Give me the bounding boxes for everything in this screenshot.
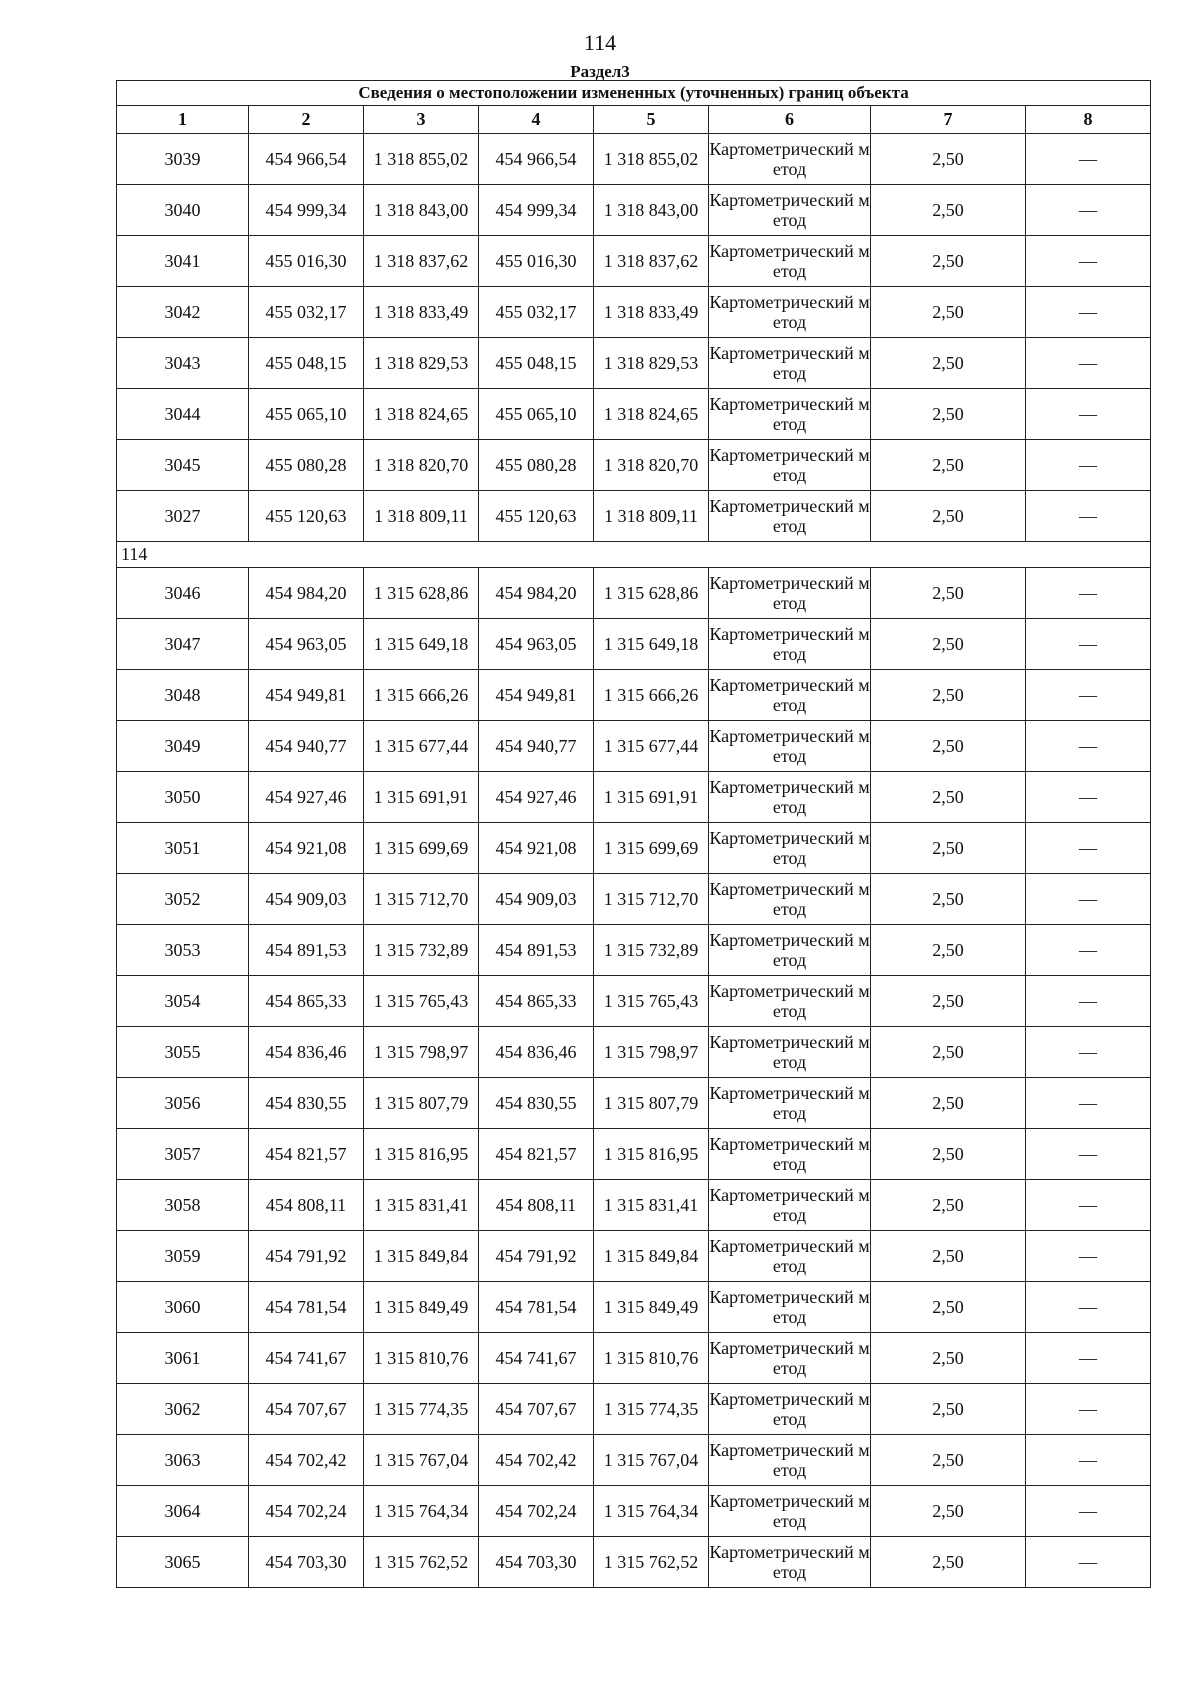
cell-y-old: 1 318 843,00 <box>364 185 479 236</box>
cell-x-new: 454 808,11 <box>479 1180 594 1231</box>
table-row <box>117 1435 1151 1486</box>
cell-x-new: 454 865,33 <box>479 976 594 1027</box>
cell-y-old: 1 315 762,52 <box>364 1537 479 1588</box>
cell-point-number: 3045 <box>117 440 249 491</box>
cell-method: Картометрический метод <box>709 185 871 236</box>
cell-x-old: 454 703,30 <box>249 1537 364 1588</box>
cell-y-new: 1 315 765,43 <box>594 976 709 1027</box>
cell-y-new: 1 315 831,41 <box>594 1180 709 1231</box>
cell-method: Картометрический метод <box>709 1078 871 1129</box>
cell-x-new: 454 830,55 <box>479 1078 594 1129</box>
cell-method: Картометрический метод <box>709 389 871 440</box>
cell-point-number: 3058 <box>117 1180 249 1231</box>
cell-x-new: 455 048,15 <box>479 338 594 389</box>
table-row <box>117 1282 1151 1333</box>
column-number: 1 <box>117 106 249 134</box>
cell-y-new: 1 315 712,70 <box>594 874 709 925</box>
table-row <box>117 491 1151 542</box>
cell-x-new: 454 703,30 <box>479 1537 594 1588</box>
cell-x-new: 454 836,46 <box>479 1027 594 1078</box>
table-row <box>117 619 1151 670</box>
cell-x-old: 455 065,10 <box>249 389 364 440</box>
table-row <box>117 338 1151 389</box>
cell-point-number: 3027 <box>117 491 249 542</box>
cell-accuracy: 2,50 <box>871 925 1026 976</box>
table-row <box>117 134 1151 185</box>
cell-method: Картометрический метод <box>709 440 871 491</box>
cell-y-new: 1 315 764,34 <box>594 1486 709 1537</box>
cell-x-old: 454 707,67 <box>249 1384 364 1435</box>
cell-method: Картометрический метод <box>709 1027 871 1078</box>
table-row <box>117 925 1151 976</box>
cell-y-new: 1 318 809,11 <box>594 491 709 542</box>
cell-method: Картометрический метод <box>709 619 871 670</box>
cell-accuracy: 2,50 <box>871 440 1026 491</box>
cell-point-number: 3039 <box>117 134 249 185</box>
cell-description: — <box>1026 1333 1151 1384</box>
cell-method: Картометрический метод <box>709 1435 871 1486</box>
column-number: 4 <box>479 106 594 134</box>
table-row <box>117 670 1151 721</box>
cell-point-number: 3051 <box>117 823 249 874</box>
cell-accuracy: 2,50 <box>871 976 1026 1027</box>
cell-accuracy: 2,50 <box>871 1384 1026 1435</box>
cell-accuracy: 2,50 <box>871 619 1026 670</box>
cell-point-number: 3060 <box>117 1282 249 1333</box>
cell-x-old: 454 940,77 <box>249 721 364 772</box>
cell-method: Картометрический метод <box>709 1180 871 1231</box>
cell-y-old: 1 318 837,62 <box>364 236 479 287</box>
cell-x-new: 454 781,54 <box>479 1282 594 1333</box>
cell-accuracy: 2,50 <box>871 185 1026 236</box>
cell-x-old: 454 836,46 <box>249 1027 364 1078</box>
cell-accuracy: 2,50 <box>871 287 1026 338</box>
cell-description: — <box>1026 440 1151 491</box>
cell-y-new: 1 318 829,53 <box>594 338 709 389</box>
coordinates-table <box>116 80 1151 1588</box>
cell-method: Картометрический метод <box>709 236 871 287</box>
cell-accuracy: 2,50 <box>871 1333 1026 1384</box>
table-body <box>117 134 1151 1588</box>
cell-x-old: 454 702,42 <box>249 1435 364 1486</box>
cell-x-old: 455 080,28 <box>249 440 364 491</box>
section-title: Раздел3 <box>570 62 630 81</box>
cell-method: Картометрический метод <box>709 1537 871 1588</box>
cell-y-old: 1 315 691,91 <box>364 772 479 823</box>
cell-accuracy: 2,50 <box>871 1537 1026 1588</box>
cell-y-new: 1 315 849,84 <box>594 1231 709 1282</box>
cell-description: — <box>1026 925 1151 976</box>
cell-y-old: 1 315 807,79 <box>364 1078 479 1129</box>
cell-y-new: 1 318 843,00 <box>594 185 709 236</box>
table-row <box>117 1231 1151 1282</box>
cell-description: — <box>1026 389 1151 440</box>
table-row <box>117 440 1151 491</box>
cell-method: Картометрический метод <box>709 874 871 925</box>
cell-y-old: 1 318 833,49 <box>364 287 479 338</box>
table-row <box>117 874 1151 925</box>
cell-accuracy: 2,50 <box>871 1078 1026 1129</box>
cell-y-old: 1 315 712,70 <box>364 874 479 925</box>
cell-point-number: 3064 <box>117 1486 249 1537</box>
cell-x-old: 454 808,11 <box>249 1180 364 1231</box>
cell-y-new: 1 315 732,89 <box>594 925 709 976</box>
cell-x-new: 455 032,17 <box>479 287 594 338</box>
cell-point-number: 3057 <box>117 1129 249 1180</box>
cell-accuracy: 2,50 <box>871 1027 1026 1078</box>
cell-x-old: 454 999,34 <box>249 185 364 236</box>
cell-x-old: 454 865,33 <box>249 976 364 1027</box>
cell-accuracy: 2,50 <box>871 772 1026 823</box>
cell-y-old: 1 318 855,02 <box>364 134 479 185</box>
cell-y-new: 1 315 649,18 <box>594 619 709 670</box>
cell-y-old: 1 315 774,35 <box>364 1384 479 1435</box>
cell-x-old: 454 702,24 <box>249 1486 364 1537</box>
cell-point-number: 3063 <box>117 1435 249 1486</box>
cell-point-number: 3061 <box>117 1333 249 1384</box>
cell-x-old: 454 927,46 <box>249 772 364 823</box>
cell-x-new: 454 963,05 <box>479 619 594 670</box>
cell-x-new: 454 999,34 <box>479 185 594 236</box>
cell-method: Картометрический метод <box>709 134 871 185</box>
column-number: 7 <box>871 106 1026 134</box>
cell-description: — <box>1026 1282 1151 1333</box>
cell-description: — <box>1026 1537 1151 1588</box>
cell-accuracy: 2,50 <box>871 1129 1026 1180</box>
table-row <box>117 1027 1151 1078</box>
cell-x-old: 454 984,20 <box>249 568 364 619</box>
cell-y-old: 1 315 849,84 <box>364 1231 479 1282</box>
cell-x-new: 454 821,57 <box>479 1129 594 1180</box>
cell-method: Картометрический метод <box>709 772 871 823</box>
column-number-row <box>117 106 1151 134</box>
cell-method: Картометрический метод <box>709 1231 871 1282</box>
cell-description: — <box>1026 1129 1151 1180</box>
table-row <box>117 1078 1151 1129</box>
cell-point-number: 3062 <box>117 1384 249 1435</box>
cell-x-new: 454 702,24 <box>479 1486 594 1537</box>
cell-y-new: 1 318 824,65 <box>594 389 709 440</box>
cell-x-old: 454 966,54 <box>249 134 364 185</box>
cell-x-old: 454 963,05 <box>249 619 364 670</box>
cell-x-new: 454 741,67 <box>479 1333 594 1384</box>
cell-point-number: 3040 <box>117 185 249 236</box>
cell-y-old: 1 315 628,86 <box>364 568 479 619</box>
cell-y-old: 1 318 820,70 <box>364 440 479 491</box>
cell-x-old: 454 821,57 <box>249 1129 364 1180</box>
table-row <box>117 389 1151 440</box>
cell-y-old: 1 315 849,49 <box>364 1282 479 1333</box>
cell-x-new: 455 016,30 <box>479 236 594 287</box>
table-row <box>117 1384 1151 1435</box>
cell-description: — <box>1026 670 1151 721</box>
cell-point-number: 3050 <box>117 772 249 823</box>
cell-description: — <box>1026 338 1151 389</box>
cell-y-new: 1 315 849,49 <box>594 1282 709 1333</box>
cell-y-new: 1 315 677,44 <box>594 721 709 772</box>
table-row <box>117 1333 1151 1384</box>
column-number: 2 <box>249 106 364 134</box>
cell-x-old: 454 909,03 <box>249 874 364 925</box>
cell-description: — <box>1026 1486 1151 1537</box>
column-number: 8 <box>1026 106 1151 134</box>
cell-y-new: 1 318 820,70 <box>594 440 709 491</box>
cell-point-number: 3055 <box>117 1027 249 1078</box>
cell-point-number: 3047 <box>117 619 249 670</box>
cell-x-old: 455 032,17 <box>249 287 364 338</box>
cell-method: Картометрический метод <box>709 287 871 338</box>
cell-y-new: 1 315 798,97 <box>594 1027 709 1078</box>
table-row <box>117 1129 1151 1180</box>
cell-point-number: 3054 <box>117 976 249 1027</box>
cell-y-old: 1 318 809,11 <box>364 491 479 542</box>
cell-x-new: 455 080,28 <box>479 440 594 491</box>
cell-y-old: 1 315 666,26 <box>364 670 479 721</box>
cell-y-new: 1 315 767,04 <box>594 1435 709 1486</box>
cell-accuracy: 2,50 <box>871 823 1026 874</box>
cell-method: Картометрический метод <box>709 1384 871 1435</box>
cell-y-new: 1 315 691,91 <box>594 772 709 823</box>
table-caption-row <box>117 81 1151 106</box>
cell-accuracy: 2,50 <box>871 670 1026 721</box>
cell-accuracy: 2,50 <box>871 236 1026 287</box>
cell-description: — <box>1026 1231 1151 1282</box>
cell-x-new: 454 891,53 <box>479 925 594 976</box>
cell-y-new: 1 318 833,49 <box>594 287 709 338</box>
cell-y-old: 1 315 765,43 <box>364 976 479 1027</box>
cell-x-old: 455 048,15 <box>249 338 364 389</box>
cell-x-old: 454 891,53 <box>249 925 364 976</box>
cell-description: — <box>1026 568 1151 619</box>
cell-x-new: 454 966,54 <box>479 134 594 185</box>
cell-y-new: 1 315 762,52 <box>594 1537 709 1588</box>
cell-y-old: 1 315 764,34 <box>364 1486 479 1537</box>
table-row <box>117 976 1151 1027</box>
cell-description: — <box>1026 236 1151 287</box>
table-row <box>117 236 1151 287</box>
cell-y-new: 1 315 816,95 <box>594 1129 709 1180</box>
cell-description: — <box>1026 185 1151 236</box>
table-row <box>117 1486 1151 1537</box>
cell-y-old: 1 315 677,44 <box>364 721 479 772</box>
cell-accuracy: 2,50 <box>871 491 1026 542</box>
cell-method: Картометрический метод <box>709 976 871 1027</box>
cell-description: — <box>1026 976 1151 1027</box>
cell-point-number: 3049 <box>117 721 249 772</box>
table-row <box>117 287 1151 338</box>
cell-point-number: 3046 <box>117 568 249 619</box>
cell-y-old: 1 318 824,65 <box>364 389 479 440</box>
cell-x-new: 454 927,46 <box>479 772 594 823</box>
cell-accuracy: 2,50 <box>871 134 1026 185</box>
cell-y-new: 1 315 810,76 <box>594 1333 709 1384</box>
cell-point-number: 3065 <box>117 1537 249 1588</box>
cell-x-new: 454 702,42 <box>479 1435 594 1486</box>
cell-x-new: 454 984,20 <box>479 568 594 619</box>
cell-y-new: 1 318 855,02 <box>594 134 709 185</box>
table-row <box>117 1537 1151 1588</box>
cell-y-old: 1 315 816,95 <box>364 1129 479 1180</box>
cell-method: Картометрический метод <box>709 925 871 976</box>
cell-description: — <box>1026 874 1151 925</box>
cell-x-new: 454 707,67 <box>479 1384 594 1435</box>
cell-description: — <box>1026 491 1151 542</box>
cell-y-old: 1 315 798,97 <box>364 1027 479 1078</box>
cell-point-number: 3044 <box>117 389 249 440</box>
cell-method: Картометрический метод <box>709 823 871 874</box>
cell-point-number: 3042 <box>117 287 249 338</box>
cell-point-number: 3043 <box>117 338 249 389</box>
cell-method: Картометрический метод <box>709 670 871 721</box>
column-number: 5 <box>594 106 709 134</box>
cell-accuracy: 2,50 <box>871 338 1026 389</box>
cell-y-new: 1 315 628,86 <box>594 568 709 619</box>
cell-accuracy: 2,50 <box>871 568 1026 619</box>
cell-y-new: 1 315 666,26 <box>594 670 709 721</box>
cell-x-new: 454 909,03 <box>479 874 594 925</box>
cell-accuracy: 2,50 <box>871 1231 1026 1282</box>
cell-accuracy: 2,50 <box>871 1282 1026 1333</box>
cell-method: Картометрический метод <box>709 568 871 619</box>
cell-accuracy: 2,50 <box>871 1486 1026 1537</box>
page-number: 114 <box>583 30 617 55</box>
cell-y-new: 1 315 807,79 <box>594 1078 709 1129</box>
cell-x-new: 454 940,77 <box>479 721 594 772</box>
group-label-row <box>117 542 1151 568</box>
table-row <box>117 185 1151 236</box>
column-number: 6 <box>709 106 871 134</box>
cell-x-old: 455 120,63 <box>249 491 364 542</box>
cell-accuracy: 2,50 <box>871 721 1026 772</box>
group-label: 114 <box>117 542 1151 568</box>
cell-method: Картометрический метод <box>709 1129 871 1180</box>
cell-method: Картометрический метод <box>709 1333 871 1384</box>
cell-y-old: 1 315 649,18 <box>364 619 479 670</box>
cell-description: — <box>1026 1078 1151 1129</box>
cell-y-old: 1 315 767,04 <box>364 1435 479 1486</box>
cell-description: — <box>1026 721 1151 772</box>
cell-x-old: 454 781,54 <box>249 1282 364 1333</box>
cell-point-number: 3048 <box>117 670 249 721</box>
cell-y-old: 1 318 829,53 <box>364 338 479 389</box>
cell-description: — <box>1026 287 1151 338</box>
cell-x-old: 454 949,81 <box>249 670 364 721</box>
cell-point-number: 3059 <box>117 1231 249 1282</box>
cell-x-new: 454 921,08 <box>479 823 594 874</box>
cell-y-old: 1 315 732,89 <box>364 925 479 976</box>
cell-point-number: 3041 <box>117 236 249 287</box>
cell-x-new: 454 949,81 <box>479 670 594 721</box>
cell-y-new: 1 315 699,69 <box>594 823 709 874</box>
cell-x-old: 454 791,92 <box>249 1231 364 1282</box>
cell-method: Картометрический метод <box>709 491 871 542</box>
cell-accuracy: 2,50 <box>871 1435 1026 1486</box>
table-caption: Сведения о местоположении измененных (уточненных) границ объекта <box>117 81 1151 106</box>
column-number: 3 <box>364 106 479 134</box>
table-row <box>117 1180 1151 1231</box>
table-row <box>117 823 1151 874</box>
table-row <box>117 721 1151 772</box>
cell-description: — <box>1026 134 1151 185</box>
table-row <box>117 772 1151 823</box>
cell-x-old: 454 830,55 <box>249 1078 364 1129</box>
cell-accuracy: 2,50 <box>871 1180 1026 1231</box>
cell-y-old: 1 315 831,41 <box>364 1180 479 1231</box>
cell-description: — <box>1026 823 1151 874</box>
cell-description: — <box>1026 1384 1151 1435</box>
cell-x-new: 455 065,10 <box>479 389 594 440</box>
cell-point-number: 3052 <box>117 874 249 925</box>
cell-method: Картометрический метод <box>709 1486 871 1537</box>
cell-y-new: 1 315 774,35 <box>594 1384 709 1435</box>
cell-description: — <box>1026 1180 1151 1231</box>
cell-accuracy: 2,50 <box>871 874 1026 925</box>
cell-point-number: 3053 <box>117 925 249 976</box>
cell-point-number: 3056 <box>117 1078 249 1129</box>
cell-method: Картометрический метод <box>709 721 871 772</box>
cell-y-new: 1 318 837,62 <box>594 236 709 287</box>
table-row <box>117 568 1151 619</box>
cell-description: — <box>1026 619 1151 670</box>
cell-x-old: 454 921,08 <box>249 823 364 874</box>
cell-x-old: 455 016,30 <box>249 236 364 287</box>
cell-description: — <box>1026 772 1151 823</box>
cell-accuracy: 2,50 <box>871 389 1026 440</box>
cell-description: — <box>1026 1027 1151 1078</box>
cell-x-new: 455 120,63 <box>479 491 594 542</box>
cell-x-new: 454 791,92 <box>479 1231 594 1282</box>
cell-y-old: 1 315 699,69 <box>364 823 479 874</box>
cell-description: — <box>1026 1435 1151 1486</box>
cell-x-old: 454 741,67 <box>249 1333 364 1384</box>
cell-method: Картометрический метод <box>709 1282 871 1333</box>
cell-y-old: 1 315 810,76 <box>364 1333 479 1384</box>
cell-method: Картометрический метод <box>709 338 871 389</box>
